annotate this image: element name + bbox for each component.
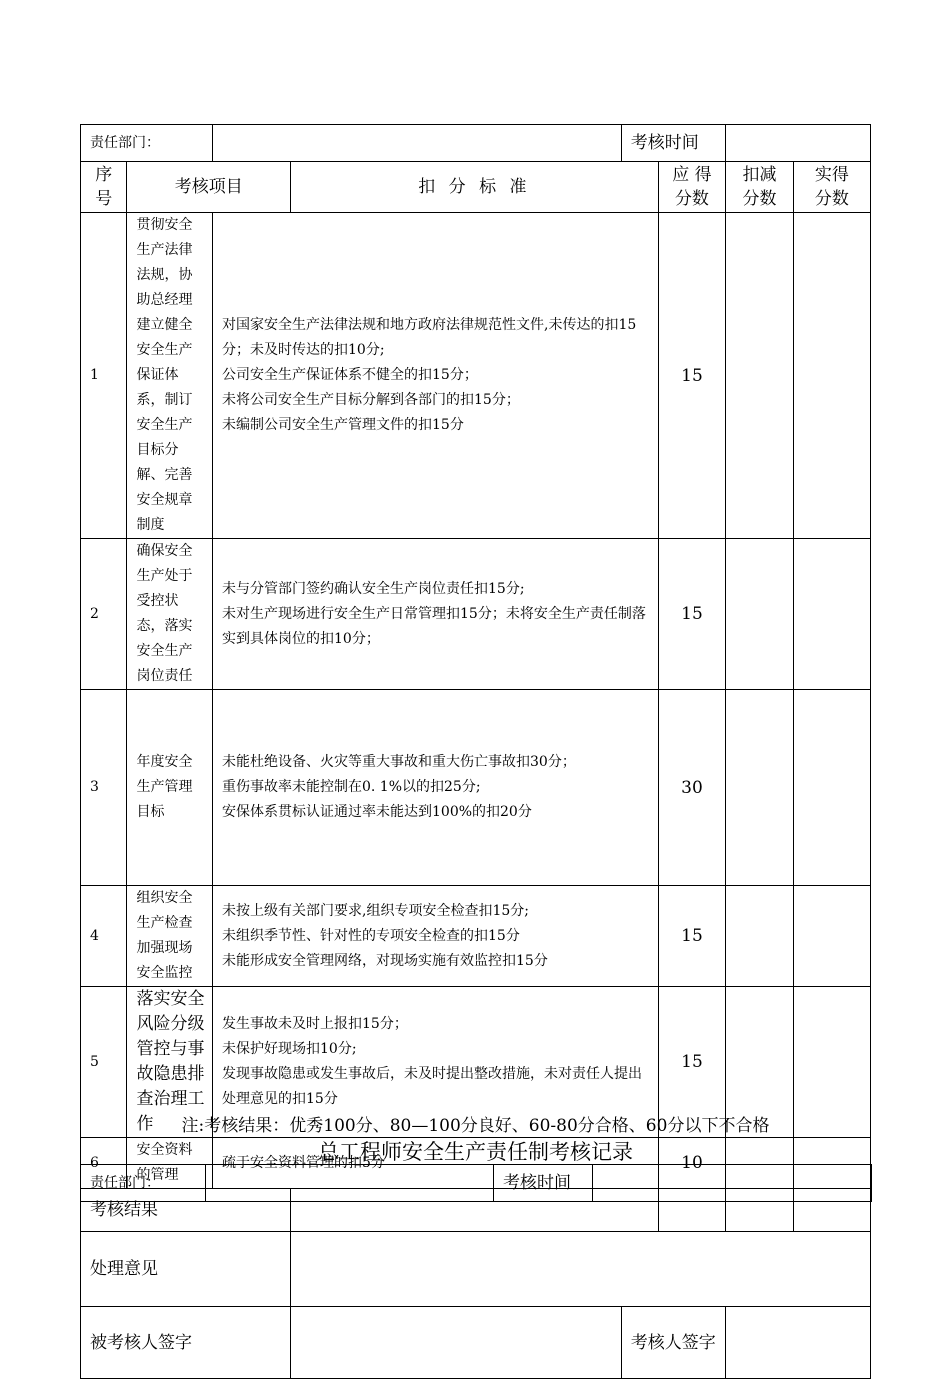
row-standard: 发生事故未及时上报扣15分； 未保护好现场扣10分; 发现事故隐患或发生事故后，未及时提出整改措施，未对责任人提出处理意见的扣15分 <box>213 987 659 1138</box>
row-seq: 3 <box>81 690 127 886</box>
row-item: 安全资料的管理 <box>127 1138 213 1189</box>
time-label: 考核时间 <box>494 1165 593 1202</box>
row-actual-field[interactable] <box>793 539 870 690</box>
assessment-table-2 <box>80 1164 872 1202</box>
result-label: 考核结果 <box>81 1189 291 1232</box>
assessor-sign-label: 考核人签字 <box>621 1307 726 1379</box>
row-item: 确保安全生产处于受控状态，落实安全生产岗位责任 <box>127 539 213 690</box>
table-row <box>81 539 871 690</box>
row-should-score: 15 <box>658 886 726 987</box>
should-score-header: 应 得分数 <box>658 162 726 213</box>
row-deduct-field[interactable] <box>726 539 794 690</box>
row-standard: 对国家安全生产法律法规和地方政府法律规范性文件,未传达的扣15分；未及时传达的扣10分; 公司安全生产保证体系不健全的扣15分； 未将公司安全生产目标分解到各部门的扣15分； 未编制公司安全生产管理文件的扣15分 <box>213 213 659 539</box>
row-item: 组织安全生产检查加强现场安全监控 <box>127 886 213 987</box>
row-deduct-field[interactable] <box>726 886 794 987</box>
row-should-score: 30 <box>658 690 726 886</box>
row-standard: 疏于安全资料管理的扣5分 <box>213 1138 659 1189</box>
seq-header: 序号 <box>81 162 127 213</box>
row-actual-field[interactable] <box>793 886 870 987</box>
dept-field[interactable] <box>206 1165 494 1202</box>
table-row <box>81 690 871 886</box>
signature-row <box>81 1307 871 1379</box>
row-should-score: 10 <box>658 1138 726 1189</box>
grading-note: 注:考核结果：优秀100分、80—100分良好、60-80分合格、60分以下不合格 <box>181 1116 770 1136</box>
table-row <box>81 886 871 987</box>
time-field[interactable] <box>726 125 871 162</box>
dept-field[interactable] <box>213 125 622 162</box>
opinion-label: 处理意见 <box>81 1232 291 1307</box>
row-actual-field[interactable] <box>793 690 870 886</box>
row-item: 年度安全生产管理目标 <box>127 690 213 886</box>
row-deduct-field[interactable] <box>726 690 794 886</box>
row-item: 贯彻安全生产法律法规，协助总经理建立健全安全生产保证体系，制订安全生产目标分解、完善安全规章制度 <box>127 213 213 539</box>
opinion-field[interactable] <box>291 1232 871 1307</box>
assessor-sign-field[interactable] <box>726 1307 871 1379</box>
row-item: 落实安全风险分级管控与事故隐患排查治理工作 <box>127 987 213 1138</box>
column-header-row <box>81 162 871 213</box>
dept-label: 责任部门： <box>81 125 213 162</box>
opinion-row <box>81 1232 871 1307</box>
row-should-score: 15 <box>658 213 726 539</box>
assessee-sign-label: 被考核人签字 <box>81 1307 291 1379</box>
header-info-row <box>81 125 871 162</box>
standard-header: 扣 分 标 准 <box>291 162 659 213</box>
row-should-score: 15 <box>658 539 726 690</box>
row-should-score: 15 <box>658 987 726 1138</box>
row-standard: 未与分管部门签约确认安全生产岗位责任扣15分; 未对生产现场进行安全生产日常管理扣15分；未将安全生产责任制落实到具体岗位的扣10分； <box>213 539 659 690</box>
time-label: 考核时间 <box>621 125 726 162</box>
row-deduct-field[interactable] <box>726 213 794 539</box>
time-field[interactable] <box>593 1165 872 1202</box>
table-row <box>81 213 871 539</box>
row-seq: 6 <box>81 1138 127 1189</box>
dept-label: 责任部门： <box>81 1165 206 1202</box>
row-standard: 未能杜绝设备、火灾等重大事故和重大伤亡事故扣30分； 重伤事故率未能控制在0. 1%以的扣25分; 安保体系贯标认证通过率未能达到100%的扣20分 <box>213 690 659 886</box>
row-seq: 5 <box>81 987 127 1138</box>
row-standard: 未按上级有关部门要求,组织专项安全检查扣15分; 未组织季节性、针对性的专项安全检查的扣15分 未能形成安全管理网络，对现场实施有效监控扣15分 <box>213 886 659 987</box>
row-actual-field[interactable] <box>793 213 870 539</box>
section-title: 总工程师安全生产责任制考核记录 <box>318 1140 633 1164</box>
header-info-row <box>81 1165 872 1202</box>
deduct-score-header: 扣减分数 <box>726 162 794 213</box>
assessee-sign-field[interactable] <box>291 1307 622 1379</box>
actual-score-header: 实得分数 <box>793 162 870 213</box>
row-seq: 4 <box>81 886 127 987</box>
row-seq: 1 <box>81 213 127 539</box>
row-seq: 2 <box>81 539 127 690</box>
item-header: 考核项目 <box>127 162 291 213</box>
